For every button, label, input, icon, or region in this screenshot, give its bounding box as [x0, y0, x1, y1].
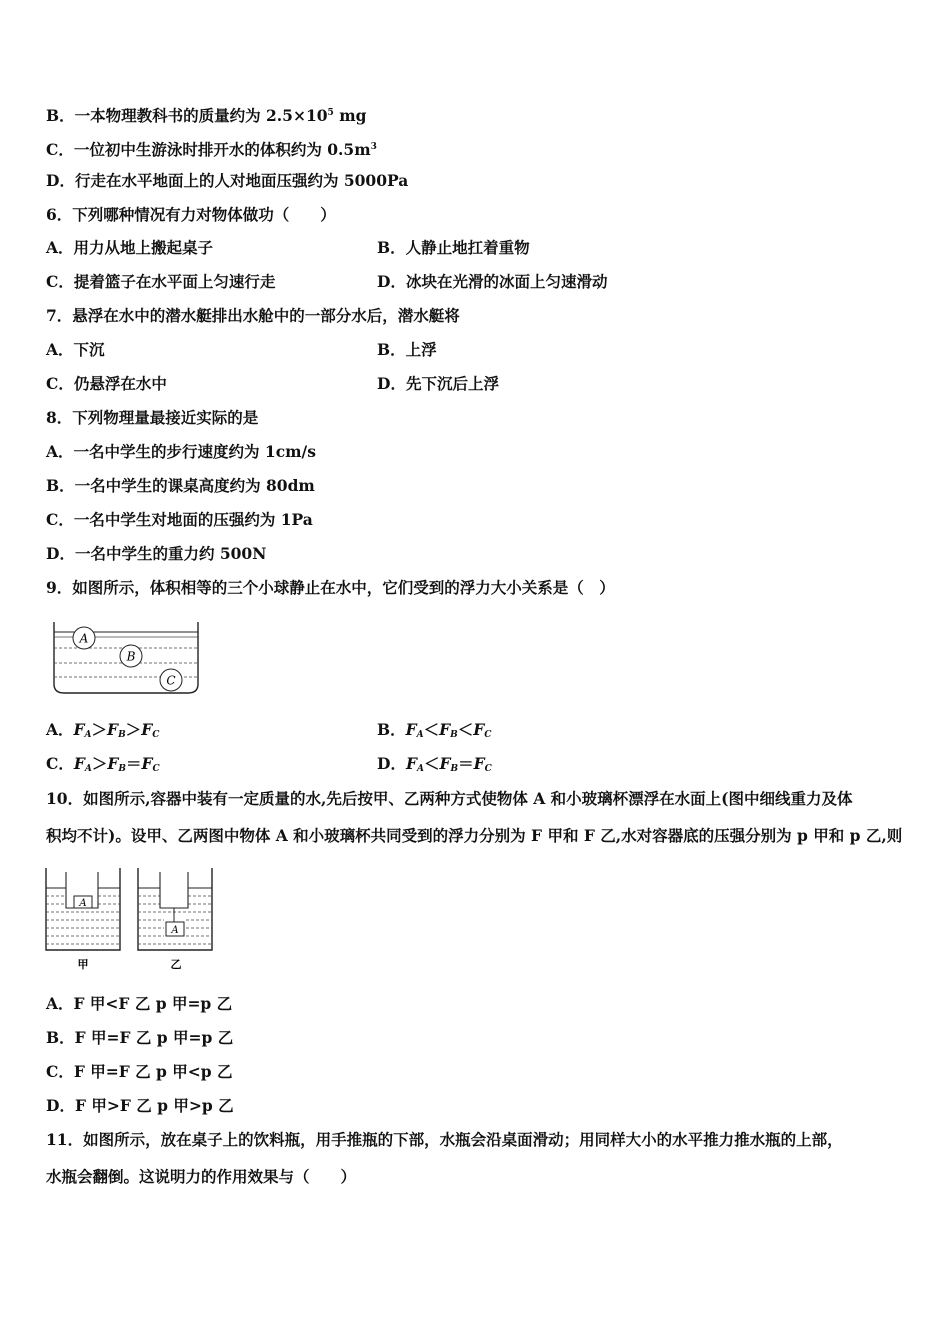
- q5-option-b: B．一本物理教科书的质量约为 $2.5\times 10^5$ mg: [46, 106, 367, 125]
- q9-option-c: C．$F_A>F_B=F_C$: [46, 754, 160, 774]
- q7-option-c: C．仍悬浮在水中: [46, 374, 167, 393]
- q11-stem-line2: 水瓶会翻倒。这说明力的作用效果与（ ）: [46, 1167, 357, 1186]
- q10-option-a: A．F 甲<F 乙 p 甲=p 乙: [46, 994, 233, 1013]
- q9-stem: 9．如图所示，体积相等的三个小球静止在水中，它们受到的浮力大小关系是（ ）: [46, 578, 615, 597]
- q6-option-d: D．冰块在光滑的冰面上匀速滑动: [377, 272, 608, 291]
- q11-stem-line1: 11．如图所示，放在桌子上的饮料瓶，用手推瓶的下部，水瓶会沿桌面滑动；用同样大小的水平推力推水瓶的上部，: [46, 1130, 843, 1149]
- q7-option-a: A．下沉: [46, 340, 105, 359]
- q10-stem-line1: 10．如图所示,容器中装有一定质量的水,先后按甲、乙两种方式使物体 A 和小玻璃杯漂浮在水面上(图中细线重力及体: [46, 789, 853, 808]
- q6-option-c: C．提着篮子在水平面上匀速行走: [46, 272, 276, 291]
- svg-text:A: A: [79, 631, 89, 646]
- q6-option-a: A．用力从地上搬起桌子: [46, 238, 214, 257]
- svg-text:A: A: [79, 898, 87, 909]
- q8-option-b: B．一名中学生的课桌高度约为 80dm: [46, 476, 315, 495]
- q10-stem-line2: 积均不计)。设甲、乙两图中物体 A 和小玻璃杯共同受到的浮力分别为 F 甲和 F 乙,水对容器底的压强分别为 p 甲和 p 乙,则: [46, 826, 903, 845]
- q8-option-c: C．一名中学生对地面的压强约为 1Pa: [46, 510, 313, 529]
- q10-container-yi: [138, 868, 212, 971]
- q9-ball-a: [73, 627, 95, 649]
- q9-ball-b: [120, 645, 142, 667]
- q10-option-b: B．F 甲=F 乙 p 甲=p 乙: [46, 1028, 234, 1047]
- svg-text:B: B: [126, 649, 136, 664]
- q9-option-b: B．$F_A<F_B<F_C$: [377, 720, 492, 740]
- q10-option-c: C．F 甲=F 乙 p 甲<p 乙: [46, 1062, 233, 1081]
- q9-option-a: A．$F_A>F_B>F_C$: [46, 720, 160, 740]
- svg-text:A: A: [171, 925, 179, 936]
- q10-option-d: D．F 甲>F 乙 p 甲>p 乙: [46, 1096, 234, 1115]
- q8-stem: 8．下列物理量最接近实际的是: [46, 408, 259, 427]
- q6-stem: 6．下列哪种情况有力对物体做功（ ）: [46, 205, 336, 224]
- q10-figure: [42, 864, 218, 974]
- q10-label-yi: 乙: [170, 958, 182, 971]
- q6-option-b: B．人静止地扛着重物: [377, 238, 530, 257]
- q7-option-b: B．上浮: [377, 340, 437, 359]
- q8-option-a: A．一名中学生的步行速度约为 1cm/s: [46, 442, 316, 461]
- q5-option-d: D．行走在水平地面上的人对地面压强约为 5000Pa: [46, 171, 409, 190]
- svg-text:C: C: [166, 673, 176, 688]
- q8-option-d: D．一名中学生的重力约 500N: [46, 544, 267, 563]
- q9-option-d: D．$F_A<F_B=F_C$: [377, 754, 492, 774]
- q10-container-jia: [46, 868, 120, 971]
- q7-stem: 7．悬浮在水中的潜水艇排出水舱中的一部分水后，潜水艇将: [46, 306, 460, 325]
- q9-ball-c: [160, 669, 182, 691]
- q9-figure-container: [50, 618, 202, 696]
- q7-option-d: D．先下沉后上浮: [377, 374, 499, 393]
- q5-option-c: C．一位初中生游泳时排开水的体积约为 $0.5m^3$: [46, 140, 377, 159]
- q10-label-jia: 甲: [77, 958, 89, 971]
